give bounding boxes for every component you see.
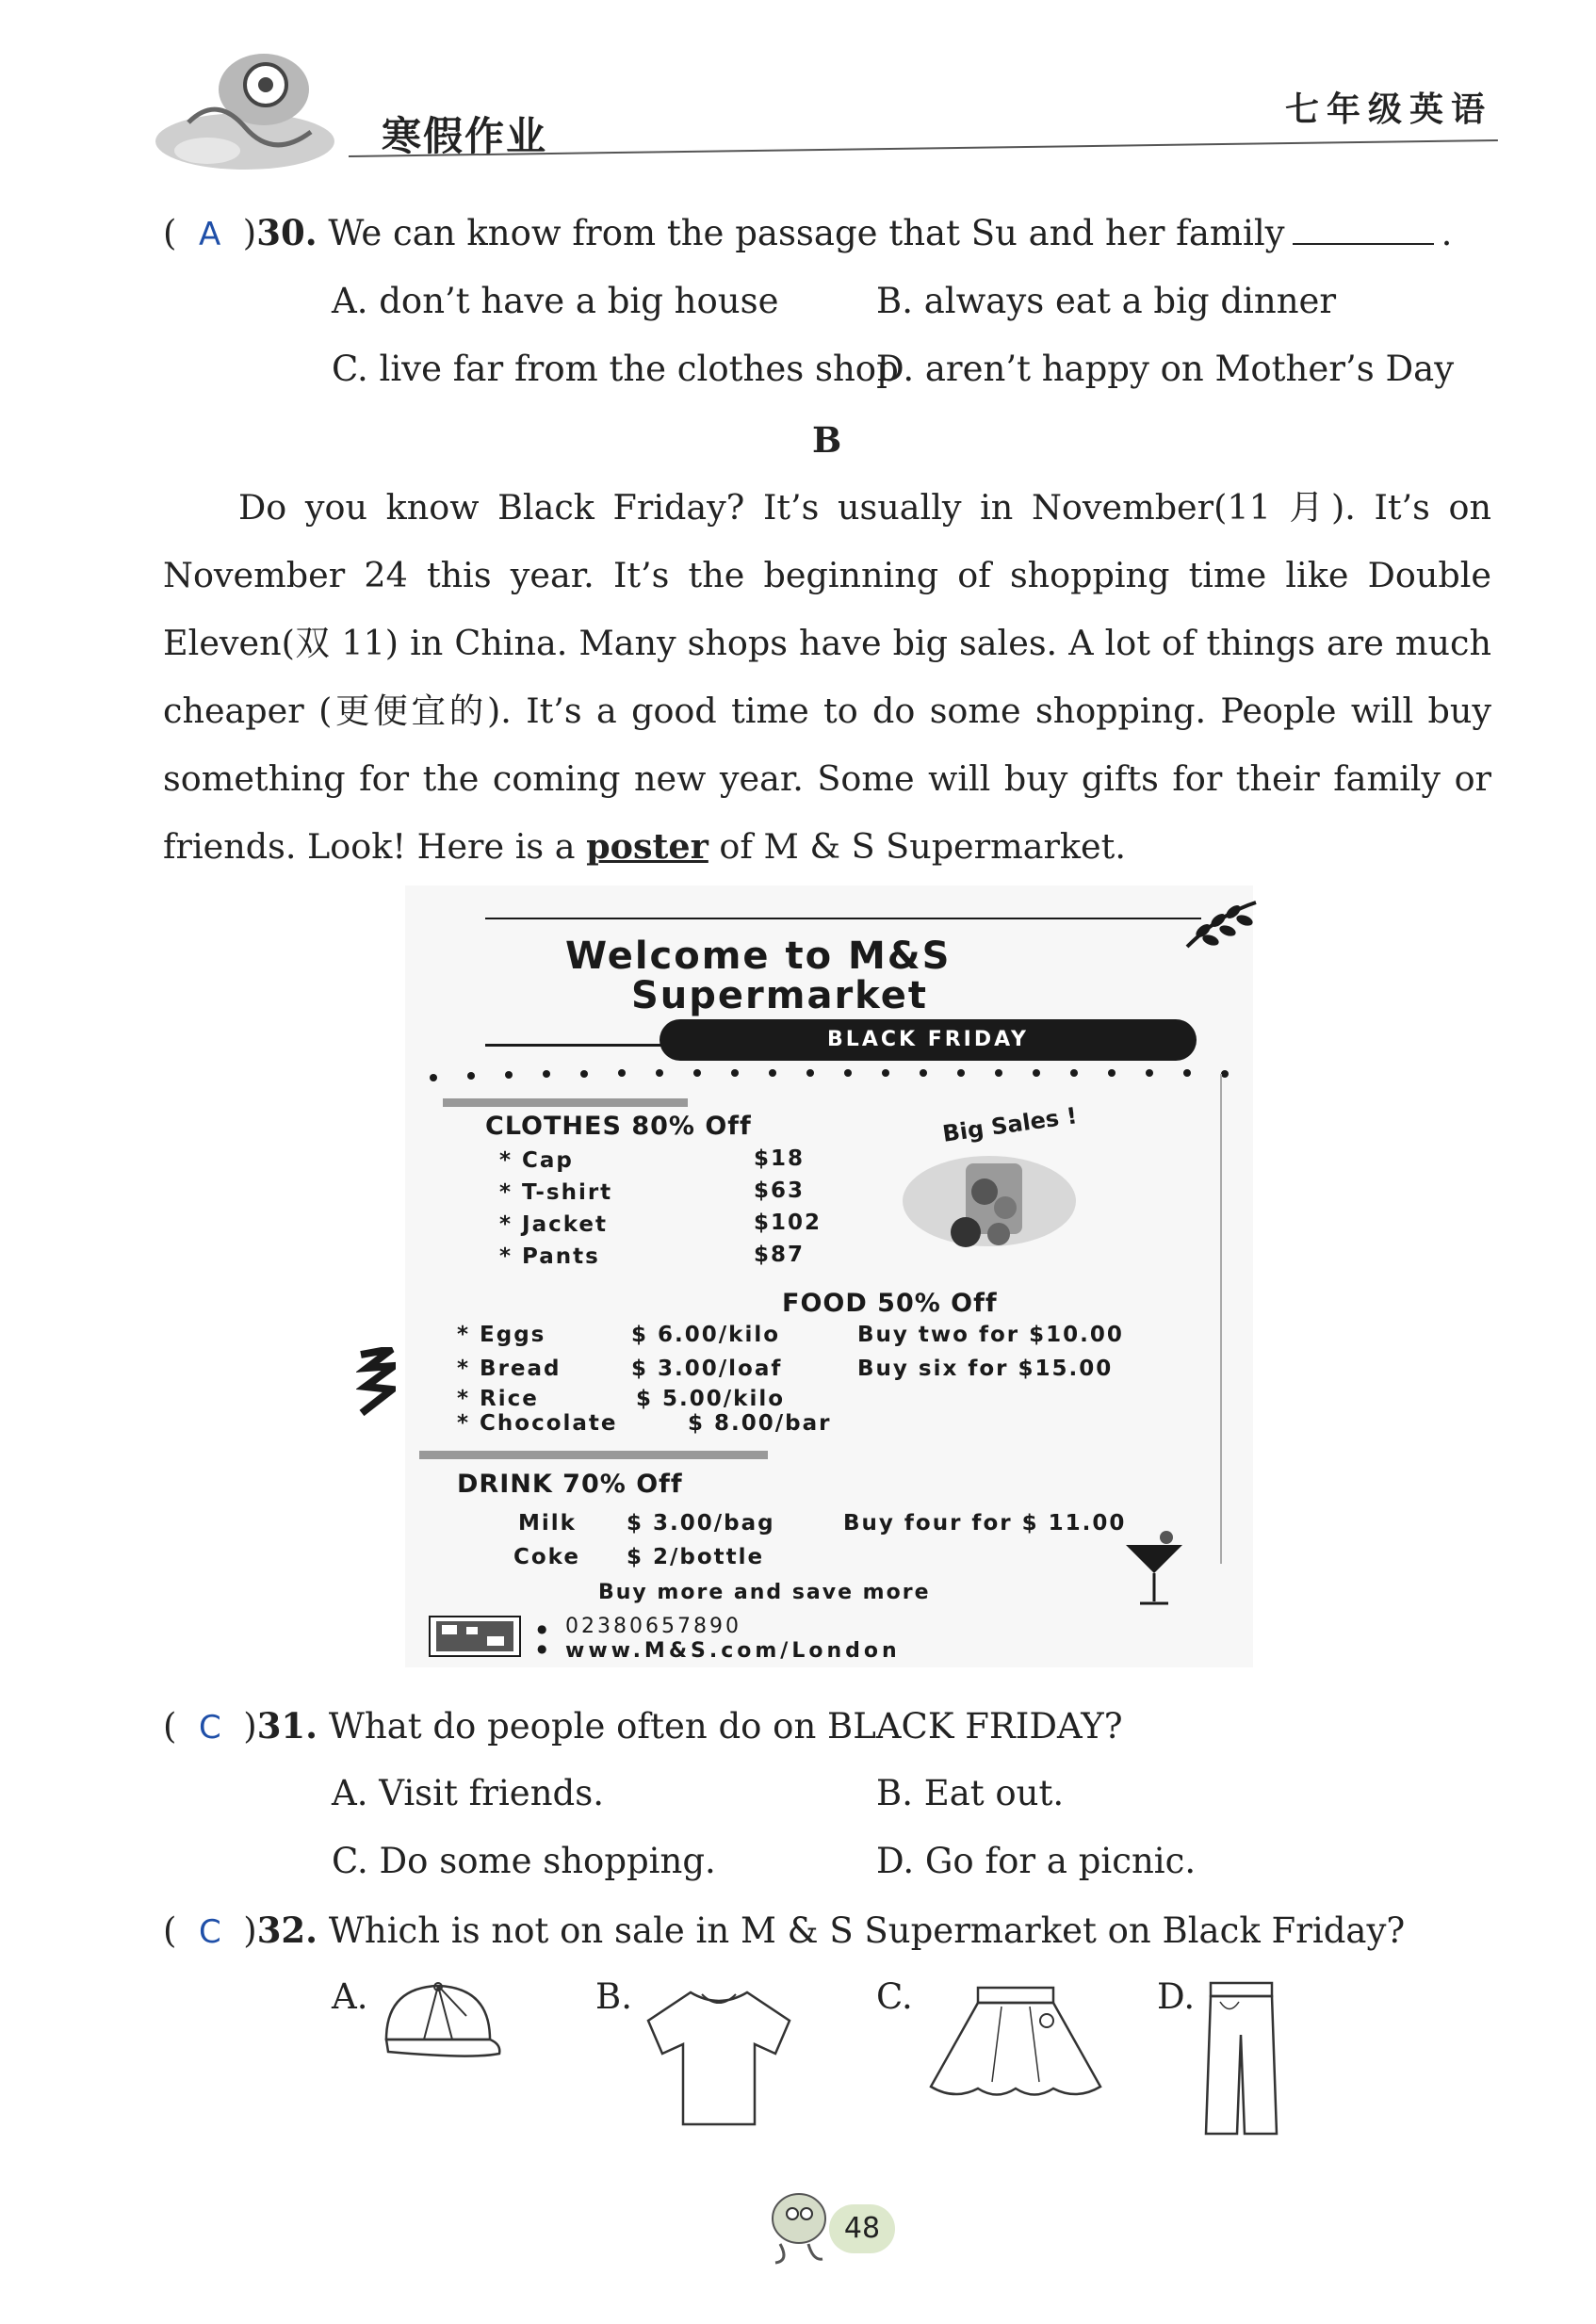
q30-option-d: D. aren’t happy on Mother’s Day [876,349,1455,389]
question-30-text: We can know from the passage that Su and her family [328,213,1285,253]
header-title: 寒假作业 [382,113,548,159]
question-30-number: 30. [256,212,318,253]
food-item-price: $ 5.00/kilo [636,1387,786,1411]
clothes-item-price: $102 [754,1211,822,1235]
qr-code-icon [429,1616,521,1657]
cocktail-glass-icon [1121,1526,1187,1611]
section-b-heading: B [812,419,842,461]
question-32: ( C )32. Which is not on sale in M & S Supermarket on Black Friday? [163,1910,1406,1951]
poster-slogan: Buy more and save more [598,1581,931,1604]
grey-accent-bar [419,1451,768,1459]
q32-option-a: A. [332,1976,368,2017]
question-32-text: Which is not on sale in M & S Supermarket on Black Friday? [328,1910,1406,1951]
poster-right-edge [1220,1074,1222,1564]
food-item-name: * Chocolate [457,1411,618,1436]
section-b-paragraph [163,474,1491,881]
paragraph-text-end: of M & S Supermarket. [719,826,1126,867]
q31-option-b: B. Eat out. [876,1773,1065,1813]
drink-item-price: $ 2/bottle [627,1545,765,1569]
cap-icon [377,1978,504,2063]
brush-stroke-icon [356,1347,396,1418]
globe-icon: ● [537,1642,547,1655]
q31-option-a: A. Visit friends. [332,1773,604,1813]
supermarket-poster [405,886,1253,1667]
tshirt-icon [643,1983,794,2134]
food-item-deal: Buy six for $15.00 [857,1357,1114,1381]
grey-accent-bar [443,1098,688,1107]
question-30-end: . [1441,213,1453,253]
question-31-text: What do people often do on BLACK FRIDAY? [328,1706,1123,1747]
clothes-item-name: * T-shirt [499,1180,613,1205]
answer-blank [1293,215,1434,245]
clothes-item-name: * Cap [499,1148,574,1173]
poster-title-line1: Welcome to M&S [565,934,952,978]
drink-item-name: Milk [518,1511,577,1536]
q32-option-d: D. [1157,1976,1196,2017]
pants-icon [1201,1978,1281,2143]
q31-option-c: C. Do some shopping. [332,1841,716,1881]
answer-32: C [198,1913,221,1951]
header-mascot-icon [151,38,349,179]
big-sales-label: Big Sales ! [940,1102,1079,1147]
black-friday-banner: BLACK FRIDAY [660,1019,1197,1061]
food-item-name: * Bread [457,1357,562,1381]
answer-31: C [198,1709,221,1747]
clothes-item-price: $18 [754,1146,806,1171]
page-number: 48 [829,2204,895,2253]
header-grade-subject: 七年级英语 [1284,89,1492,129]
clothes-item-price: $63 [754,1178,806,1203]
mascot-footer-icon [761,2186,832,2266]
drink-item-deal: Buy four for $ 11.00 [843,1511,1127,1536]
leaf-ornament-icon [1182,895,1258,951]
poster-title-line2: Supermarket [631,974,928,1017]
q30-option-c: C. live far from the clothes shop [332,349,899,389]
poster-phone: 02380657890 [565,1615,741,1638]
question-31-number: 31. [256,1705,318,1747]
drink-heading: DRINK 70% Off [457,1470,683,1499]
paragraph-text: Do you know Black Friday? It’s usually in November(11 月). It’s on November 24 this year. It’s the beginning of shopping time like Double Eleven(双 11) in China. Many shops have big sales. A lot of things are much cheaper (更便宜的). It’s a good time to do some shopping. People will buy something for the coming new year. Some will buy gifts for their family or friends. Look! Here is a [163,487,1491,867]
clothes-item-name: * Pants [499,1244,600,1269]
food-item-price: $ 6.00/kilo [631,1323,781,1347]
q32-option-b: B. [595,1976,632,2017]
question-32-number: 32. [256,1910,318,1951]
food-item-deal: Buy two for $10.00 [857,1323,1124,1347]
food-jar-icon [900,1149,1079,1253]
question-31: ( C )31. What do people often do on BLACK FRIDAY? [163,1705,1123,1747]
food-item-name: * Rice [457,1387,539,1411]
clothes-item-price: $87 [754,1243,806,1267]
poster-keyword: poster [586,826,708,867]
dotted-divider [415,1064,1244,1083]
poster-top-line [485,918,1201,919]
q30-option-a: A. don’t have a big house [332,281,779,321]
poster-website: www.M&S.com/London [565,1639,901,1663]
clothes-item-name: * Jacket [499,1212,609,1237]
clothes-heading: CLOTHES 80% Off [485,1112,752,1141]
drink-item-name: Coke [513,1545,580,1569]
food-item-price: $ 8.00/bar [688,1411,832,1436]
food-item-name: * Eggs [457,1323,546,1347]
q30-option-b: B. always eat a big dinner [876,281,1337,321]
phone-icon: ● [537,1622,547,1635]
food-heading: FOOD 50% Off [782,1289,998,1318]
skirt-icon [926,1983,1105,2110]
question-30: ( A )30. We can know from the passage that Su and her family . [163,212,1453,253]
drink-item-price: $ 3.00/bag [627,1511,775,1536]
answer-30: A [198,216,221,253]
food-item-price: $ 3.00/loaf [631,1357,783,1381]
q31-option-d: D. Go for a picnic. [876,1841,1197,1881]
q32-option-c: C. [876,1976,913,2017]
